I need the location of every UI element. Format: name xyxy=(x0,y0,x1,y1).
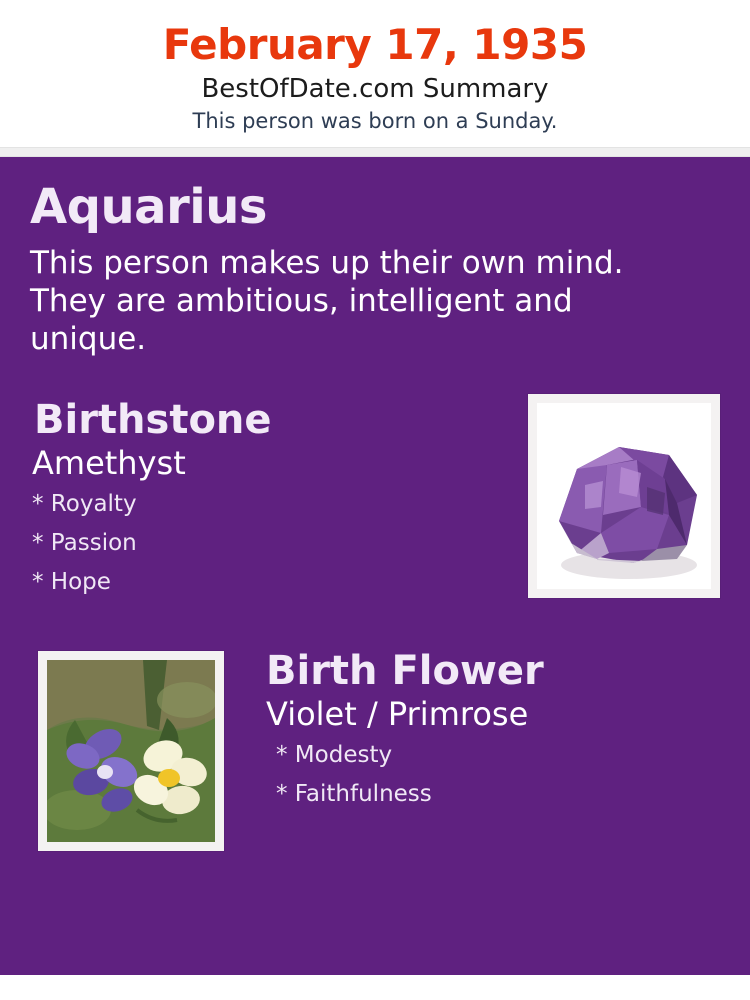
birthflower-section xyxy=(30,648,720,861)
zodiac-sign-title: Aquarius xyxy=(30,179,267,236)
zodiac-section xyxy=(30,179,720,358)
amethyst-crystal-photo xyxy=(528,394,720,598)
page-title: February 17, 1935 xyxy=(162,20,588,69)
zodiac-description: This person makes up their own mind. They are ambitious, intelligent and unique. xyxy=(30,245,624,357)
birthstone-trait: * Royalty xyxy=(32,490,137,517)
amethyst-image-inner xyxy=(537,403,711,589)
birthstone-title: Birthstone xyxy=(34,397,272,444)
birth-day-note: This person was born on a Sunday. xyxy=(192,108,558,133)
violet-primrose-photo xyxy=(38,651,224,851)
birthflower-name: Violet / Primrose xyxy=(266,695,529,734)
violet-primrose-illustration-icon xyxy=(47,660,215,842)
amethyst-illustration-icon xyxy=(537,403,711,589)
content-panel xyxy=(0,157,750,975)
birthstone-name: Amethyst xyxy=(32,444,186,483)
birthflower-trait: * Faithfulness xyxy=(276,780,432,807)
header-divider xyxy=(0,147,750,157)
flower-image-inner xyxy=(47,660,215,842)
birthflower-title: Birth Flower xyxy=(266,648,544,695)
birthflower-text xyxy=(252,648,720,807)
birthstone-trait: * Hope xyxy=(32,569,111,596)
birthstone-section xyxy=(30,397,720,615)
birthflower-trait: * Modesty xyxy=(276,741,393,768)
birthstone-trait: * Passion xyxy=(32,529,137,556)
page-header xyxy=(0,0,750,147)
birthstone-text xyxy=(30,397,470,596)
site-subtitle: BestOfDate.com Summary xyxy=(201,74,549,105)
